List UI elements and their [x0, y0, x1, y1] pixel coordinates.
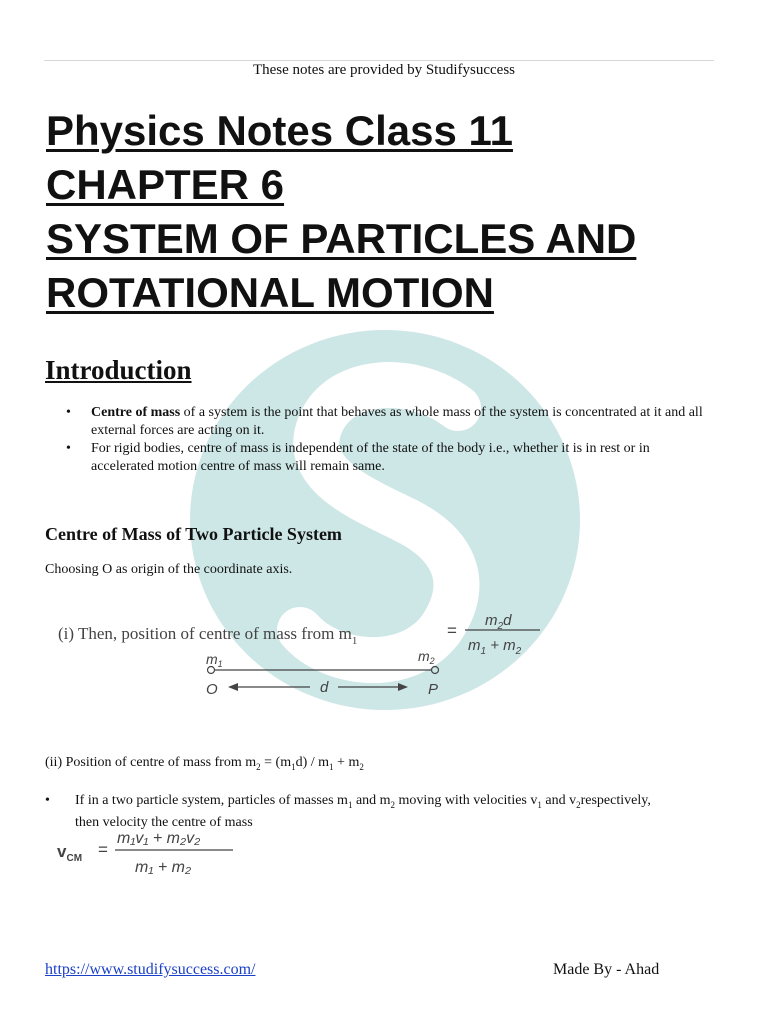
fig1-num: m — [485, 612, 498, 629]
subscript: 1 — [329, 761, 334, 772]
arrowhead-right — [398, 683, 408, 691]
fig1-den-plus: + m — [486, 637, 516, 654]
text-part: moving with velocities v — [395, 793, 538, 808]
subscript: 2 — [359, 761, 364, 772]
fig1-statement-sub: 1 — [351, 635, 358, 647]
title-line: CHAPTER 6 — [46, 161, 285, 208]
label-o: O — [206, 681, 218, 698]
label-d: d — [320, 679, 329, 696]
fig1-num-tail: d — [503, 612, 512, 629]
bullet-text: of a system is the point that behaves as whole mass of the system is concentrated at it and all external forces are acting on it. — [91, 405, 703, 438]
subscript: 2 — [390, 799, 396, 810]
vcm-lhs: v — [57, 842, 67, 861]
svg-text:m2 — [418, 648, 435, 666]
subscript: 2 — [576, 799, 581, 810]
svg-text:m2d — [485, 612, 512, 632]
list-item — [64, 404, 714, 440]
subscript: 1 — [291, 761, 296, 772]
m2-label: m — [418, 648, 430, 664]
fig1-den-sub1: 1 — [480, 646, 487, 657]
svg-text:vCM — [57, 842, 82, 864]
text-part: d) / m — [295, 755, 330, 770]
centre-of-mass-figure — [50, 608, 570, 708]
footer-author: Made By - Ahad — [553, 961, 660, 978]
header-divider — [44, 60, 714, 61]
fig1-statement: (i) Then, position of centre of mass from m — [58, 624, 352, 643]
list-item — [64, 440, 714, 476]
svg-text:m1 — [206, 651, 223, 669]
svg-text:(i) Then, position of centre — [58, 624, 357, 647]
velocity-bullet — [45, 792, 665, 831]
point-o-marker — [208, 667, 215, 674]
subscript: 1 — [537, 799, 542, 810]
header-note: These notes are provided by Studifysuccess — [252, 62, 516, 78]
title-line: ROTATIONAL MOTION — [46, 269, 494, 316]
text-part: and m — [352, 793, 391, 808]
bullet-text: For rigid bodies, centre of mass is independent of the state of the body i.e., whether it is in rest or in accelerated motion centre of mass will remain same. — [91, 441, 650, 474]
text-part: If in a two particle system, particles of masses m — [75, 793, 348, 808]
arrowhead-left — [228, 683, 238, 691]
intro-bullet-list — [64, 404, 714, 476]
m1-label: m — [206, 651, 218, 667]
vcm-denominator: m₁ + m₂ — [135, 859, 192, 876]
velocity-cm-formula — [55, 826, 255, 886]
bullet-text — [75, 792, 665, 831]
page-title — [46, 104, 726, 320]
origin-statement: Choosing O as origin of the coordinate axis. — [45, 562, 293, 577]
m1-sub: 1 — [217, 659, 223, 669]
section-heading: Centre of Mass of Two Particle System — [45, 524, 342, 544]
label-p: P — [428, 681, 439, 698]
footer-website-link[interactable]: https://www.studifysuccess.com/ — [45, 961, 256, 978]
m2-sub: 2 — [429, 656, 435, 666]
position-from-m2-statement — [45, 755, 364, 772]
text-part: (ii) Position of centre of mass from m — [45, 755, 257, 770]
title-line: SYSTEM OF PARTICLES AND — [46, 215, 637, 262]
title-line: Physics Notes Class 11 — [46, 107, 513, 154]
bullet-bold-term: Centre of mass — [91, 405, 181, 420]
text-part: + m — [333, 755, 360, 770]
bullet-dot: • — [45, 793, 50, 808]
fig1-den: m — [468, 637, 481, 654]
vcm-lhs-sub: CM — [66, 853, 83, 864]
text-part: respectively, then velocity the centre of mass — [75, 793, 651, 830]
subscript: 1 — [347, 799, 353, 810]
text-part: and v — [541, 793, 577, 808]
fig1-num-sub: 2 — [497, 621, 504, 632]
fig1-equals: = — [447, 621, 457, 640]
text-part: = (m — [260, 755, 292, 770]
fig1-den-sub2: 2 — [515, 646, 522, 657]
vcm-equals: = — [98, 840, 108, 859]
vcm-numerator: m₁v₁ + m₂v₂ — [117, 830, 201, 847]
point-p-marker — [432, 667, 439, 674]
svg-text:m1 + m2 — [468, 637, 522, 657]
subscript: 2 — [256, 761, 261, 772]
intro-heading: Introduction — [45, 355, 192, 385]
